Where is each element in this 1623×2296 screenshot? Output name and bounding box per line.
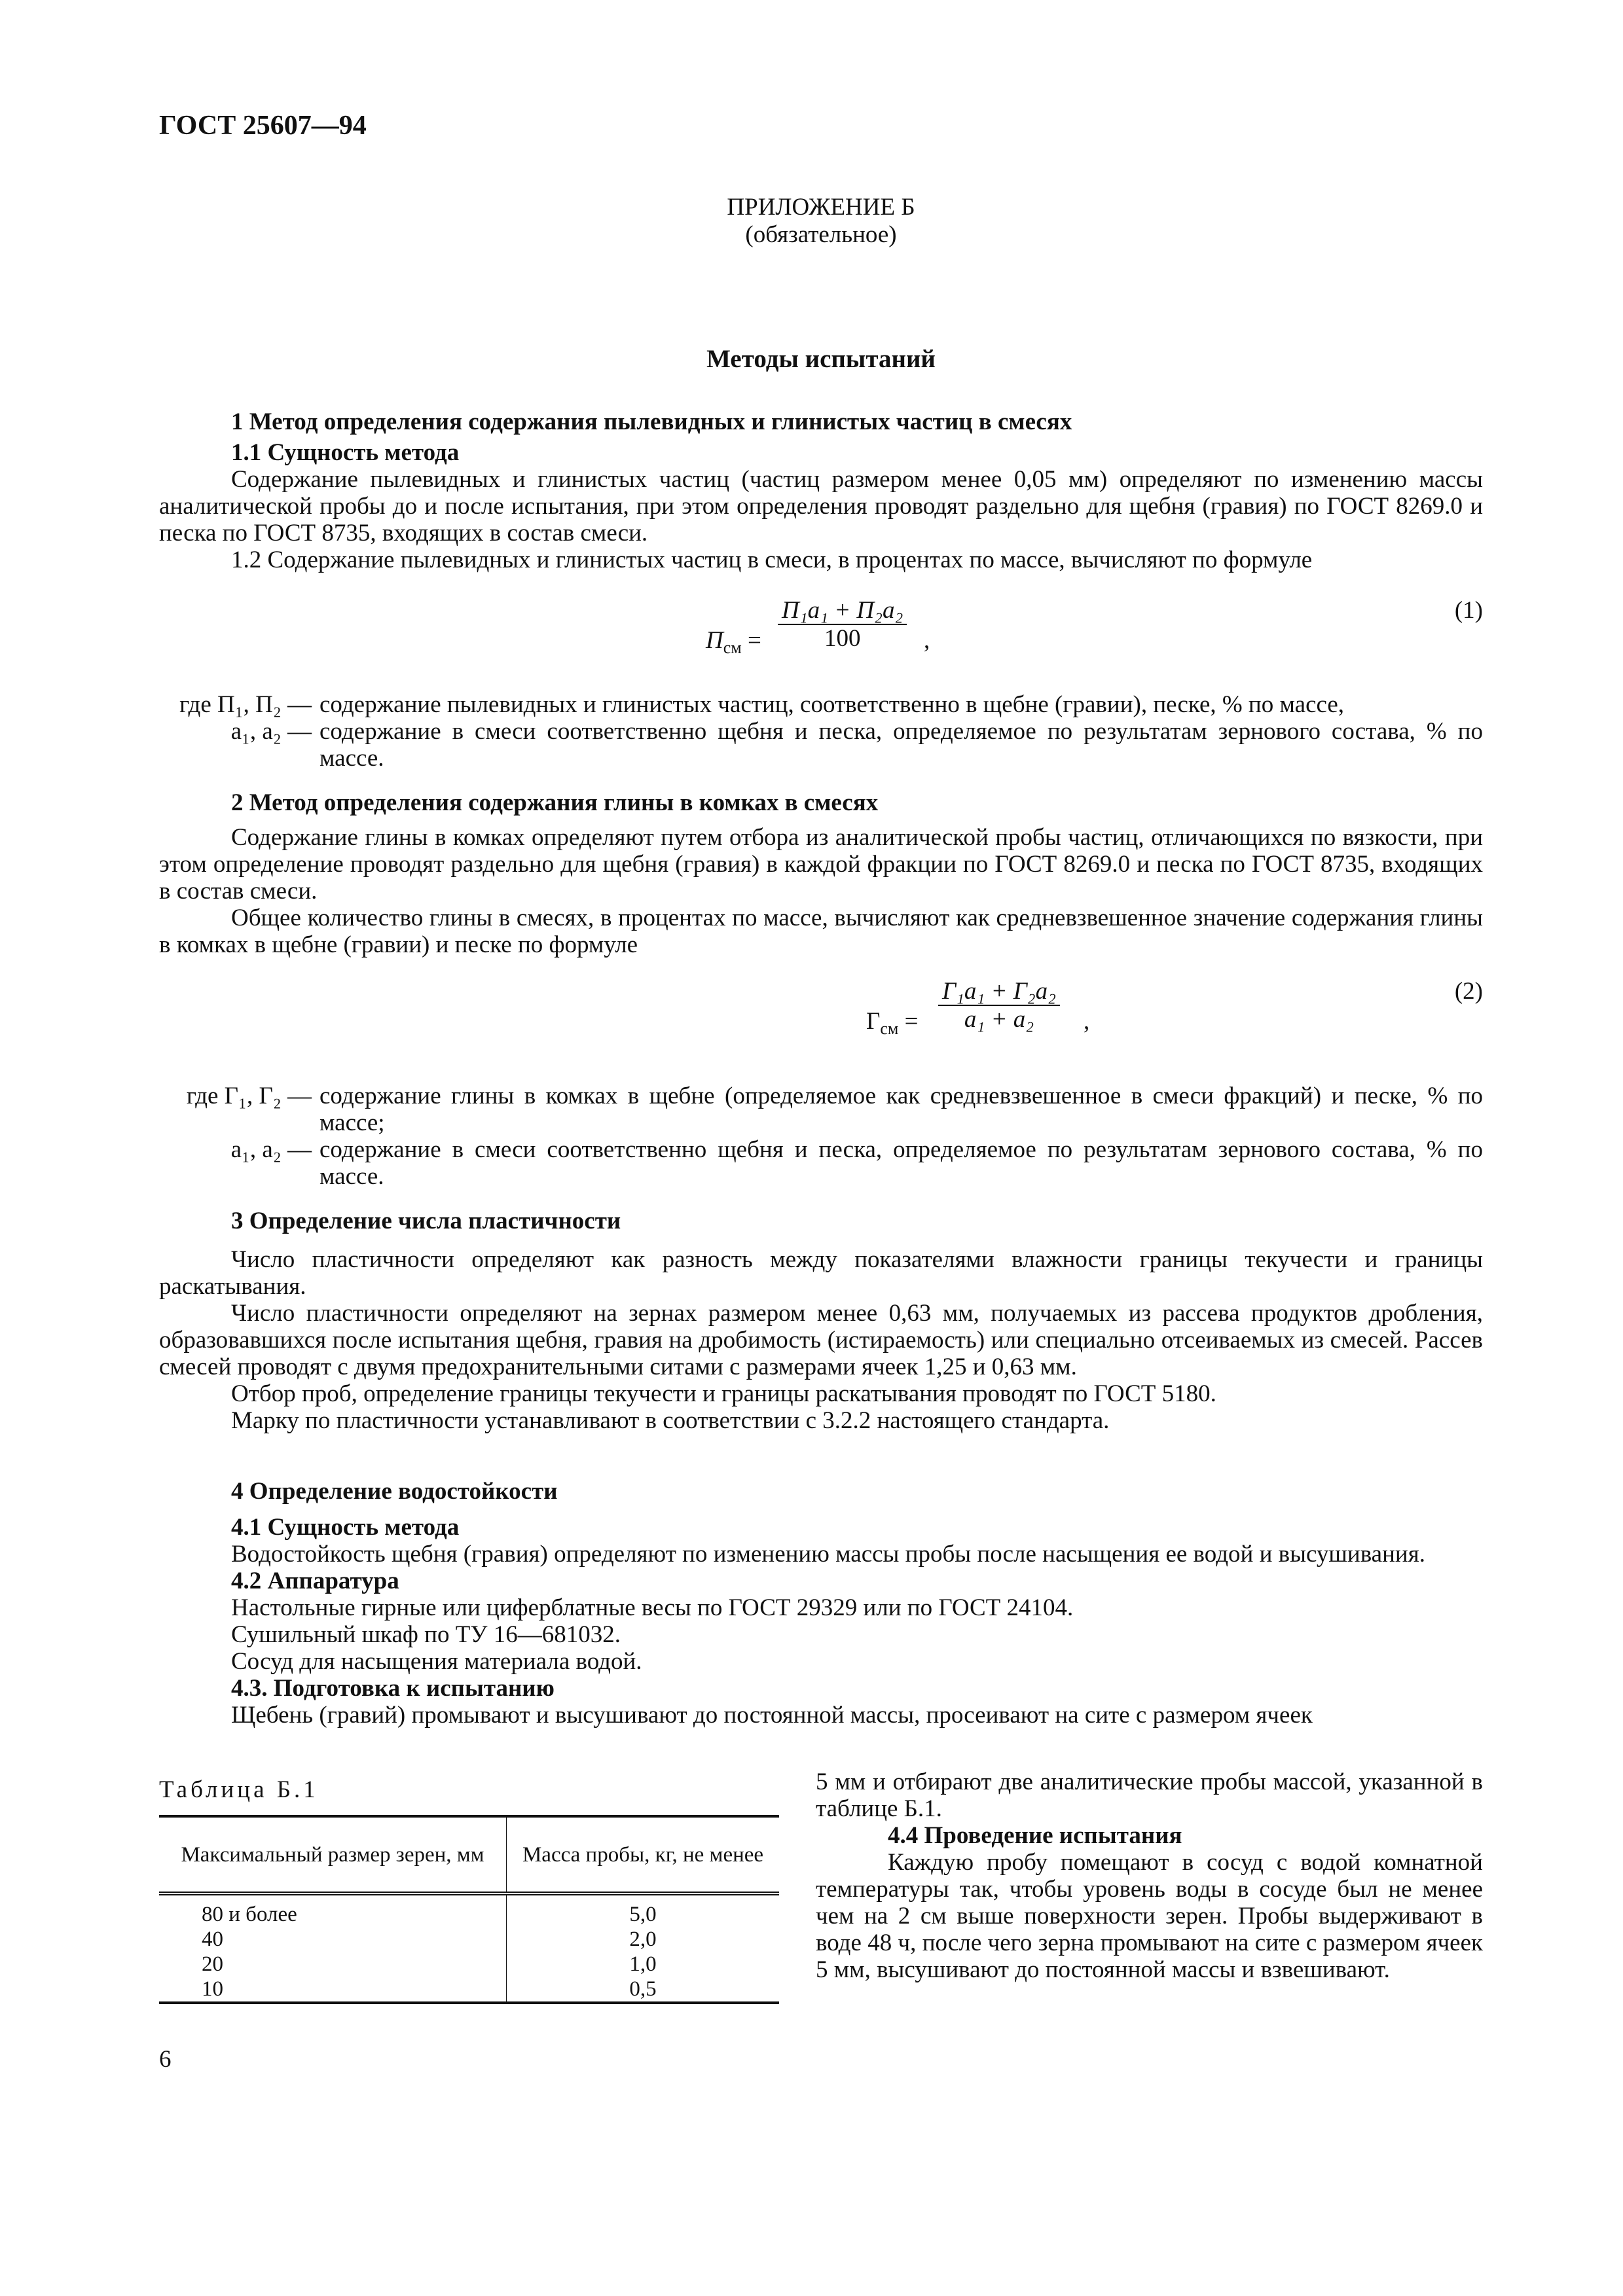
column-header: Масса пробы, кг, не менее <box>507 1816 780 1893</box>
definition-key: где Г₁, Г₂ — <box>186 1083 312 1109</box>
table-b1 <box>159 1815 779 2004</box>
subsection-1-1-heading: 1.1 Сущность метода <box>231 439 460 466</box>
formula-1: $П_{см}$ = П₁a₁ + П₂a₂ 100 , (1) <box>706 597 1483 657</box>
definition-key: a₁, a₂ — <box>230 1136 312 1163</box>
table-cell: 80 и более <box>159 1893 507 1927</box>
definition-key: где П₁, П₂ — <box>179 691 312 718</box>
section-4-heading: 4 Определение водостойкости <box>231 1478 558 1505</box>
paragraph: Число пластичности определяют как разность между показателями влажности границы текучести и границы раскатывания. <box>159 1246 1483 1300</box>
formula-number: (1) <box>1454 597 1483 624</box>
right-column <box>816 1768 1483 1983</box>
paragraph: Водостойкость щебня (гравия) определяют по изменению массы пробы после насыщения ее водой и высушивания. <box>231 1541 1425 1568</box>
subsection-4-1-heading: 4.1 Сущность метода <box>231 1514 460 1541</box>
formula-lhs: Г <box>866 1008 881 1035</box>
definition-text: содержание в смеси соответственно щебня и песка, определяемое по результатам зернового состава, % по массе. <box>319 1136 1483 1190</box>
paragraph: Отбор проб, определение границы текучести и границы раскатывания проводят по ГОСТ 5180. <box>231 1380 1216 1407</box>
formula-lhs-sub: см <box>723 638 742 657</box>
table-cell: 0,5 <box>507 1977 780 2003</box>
column-header: Максимальный размер зерен, мм <box>159 1816 507 1893</box>
formula-2-definitions <box>159 1083 1483 1190</box>
apparatus-item: Сосуд для насыщения материала водой. <box>231 1648 642 1675</box>
table-caption: Таблица Б.1 <box>159 1776 319 1803</box>
table-cell: 2,0 <box>507 1927 780 1952</box>
paragraph: Щебень (гравий) промывают и высушивают до постоянной массы, просеивают на сите с размером ячеек <box>231 1702 1313 1729</box>
appendix-title: ПРИЛОЖЕНИЕ Б <box>727 194 915 221</box>
section-2 <box>159 789 1483 958</box>
paragraph: Число пластичности определяют на зернах размером менее 0,63 мм, получаемых из рассева продуктов дробления, образовавшихся после испытания щебня, гравия на дробимость (истираемость) или специально отсеиваемых из смесей. Рассев смесей проводят с двумя предохранительными ситами с размерами ячеек 1,25 и 0,63 мм. <box>159 1300 1483 1380</box>
table-cell: 1,0 <box>507 1952 780 1977</box>
definition-text: содержание пылевидных и глинистых частиц, соответственно в щебне (гравии), песке, % по массе, <box>319 691 1345 718</box>
formula-1-definitions <box>159 691 1483 772</box>
formula-2: $Г_{см}$ = Г₁a₁ + Г₂a₂ a₁ + a₂ , (2) <box>866 978 1483 1038</box>
paragraph: Общее количество глины в смесях, в процентах по массе, вычисляют как средневзвешенное значение содержания глины в комках в щебне (гравии) и песке по формуле <box>159 905 1483 958</box>
definition-key: a₁, a₂ — <box>230 718 312 745</box>
document-header: ГОСТ 25607—94 <box>159 111 367 141</box>
definition-text: содержание глины в комках в щебне (определяемое как средневзвешенное в смеси фракций) и песке, % по массе; <box>319 1083 1483 1136</box>
paragraph: 5 мм и отбирают две аналитические пробы массой, указанной в таблице Б.1. <box>816 1768 1483 1822</box>
section-1-heading: 1 Метод определения содержания пылевидных и глинистых частиц в смесях <box>231 408 1072 435</box>
table-cell: 5,0 <box>507 1893 780 1927</box>
paragraph: 1.2 Содержание пылевидных и глинистых частиц в смеси, в процентах по массе, вычисляют по формуле <box>231 547 1313 573</box>
paragraph: Марку по пластичности устанавливают в соответствии с 3.2.2 настоящего стандарта. <box>231 1407 1110 1434</box>
section-1 <box>159 408 1483 573</box>
subsection-4-4-heading: 4.4 Проведение испытания <box>888 1822 1182 1849</box>
section-3 <box>159 1208 1483 1434</box>
formula-number: (2) <box>1454 978 1483 1005</box>
paragraph: Содержание глины в комках определяют путем отбора из аналитической пробы частиц, отличающихся по вязкости, при этом определение проводят раздельно для щебня (гравия) в каждой фракции по ГОСТ 8269.0 и песка по ГОСТ 8735, входящих в состав смеси. <box>159 824 1483 905</box>
section-4 <box>159 1478 1483 1729</box>
paragraph: Каждую пробу помещают в сосуд с водой комнатной температуры так, чтобы уровень воды в сосуде был не менее чем на 2 см выше поверхности зерен. Пробы выдерживают в воде 48 ч, после чего зерна промывают на сите с размером ячеек 5 мм, высушивают до постоянной массы и взвешивают. <box>816 1849 1483 1983</box>
formula-numerator: П₁a₁ + П₂a₂ <box>782 597 903 624</box>
appendix-subtitle: (обязательное) <box>745 221 897 248</box>
subsection-4-2-heading: 4.2 Аппаратура <box>231 1568 399 1594</box>
section-title: Методы испытаний <box>706 345 936 373</box>
sample-mass-table <box>159 1815 779 2004</box>
subsection-4-3-heading: 4.3. Подготовка к испытанию <box>231 1675 555 1702</box>
section-3-heading: 3 Определение числа пластичности <box>231 1208 621 1234</box>
formula-lhs-sub: см <box>880 1019 899 1038</box>
table-cell: 20 <box>159 1952 507 1977</box>
page-number: 6 <box>159 2046 172 2073</box>
formula-denominator: 100 <box>778 624 907 652</box>
apparatus-item: Сушильный шкаф по ТУ 16—681032. <box>231 1621 621 1648</box>
table-cell: 40 <box>159 1927 507 1952</box>
formula-numerator: Г₁a₁ + Г₂a₂ <box>942 978 1057 1005</box>
apparatus-item: Настольные гирные или циферблатные весы по ГОСТ 29329 или по ГОСТ 24104. <box>231 1594 1074 1621</box>
section-2-heading: 2 Метод определения содержания глины в комках в смесях <box>231 789 879 816</box>
formula-lhs: П <box>706 627 723 654</box>
paragraph: Содержание пылевидных и глинистых частиц (частиц размером менее 0,05 мм) определяют по изменению массы аналитической пробы до и после испытания, при этом определения проводят раздельно для щебня (гравия) по ГОСТ 8269.0 и песка по ГОСТ 8735, входящих в состав смеси. <box>159 466 1483 547</box>
table-cell: 10 <box>159 1977 507 2003</box>
definition-text: содержание в смеси соответственно щебня и песка, определяемое по результатам зернового состава, % по массе. <box>319 718 1483 772</box>
formula-denominator: a₁ + a₂ <box>938 1005 1060 1033</box>
